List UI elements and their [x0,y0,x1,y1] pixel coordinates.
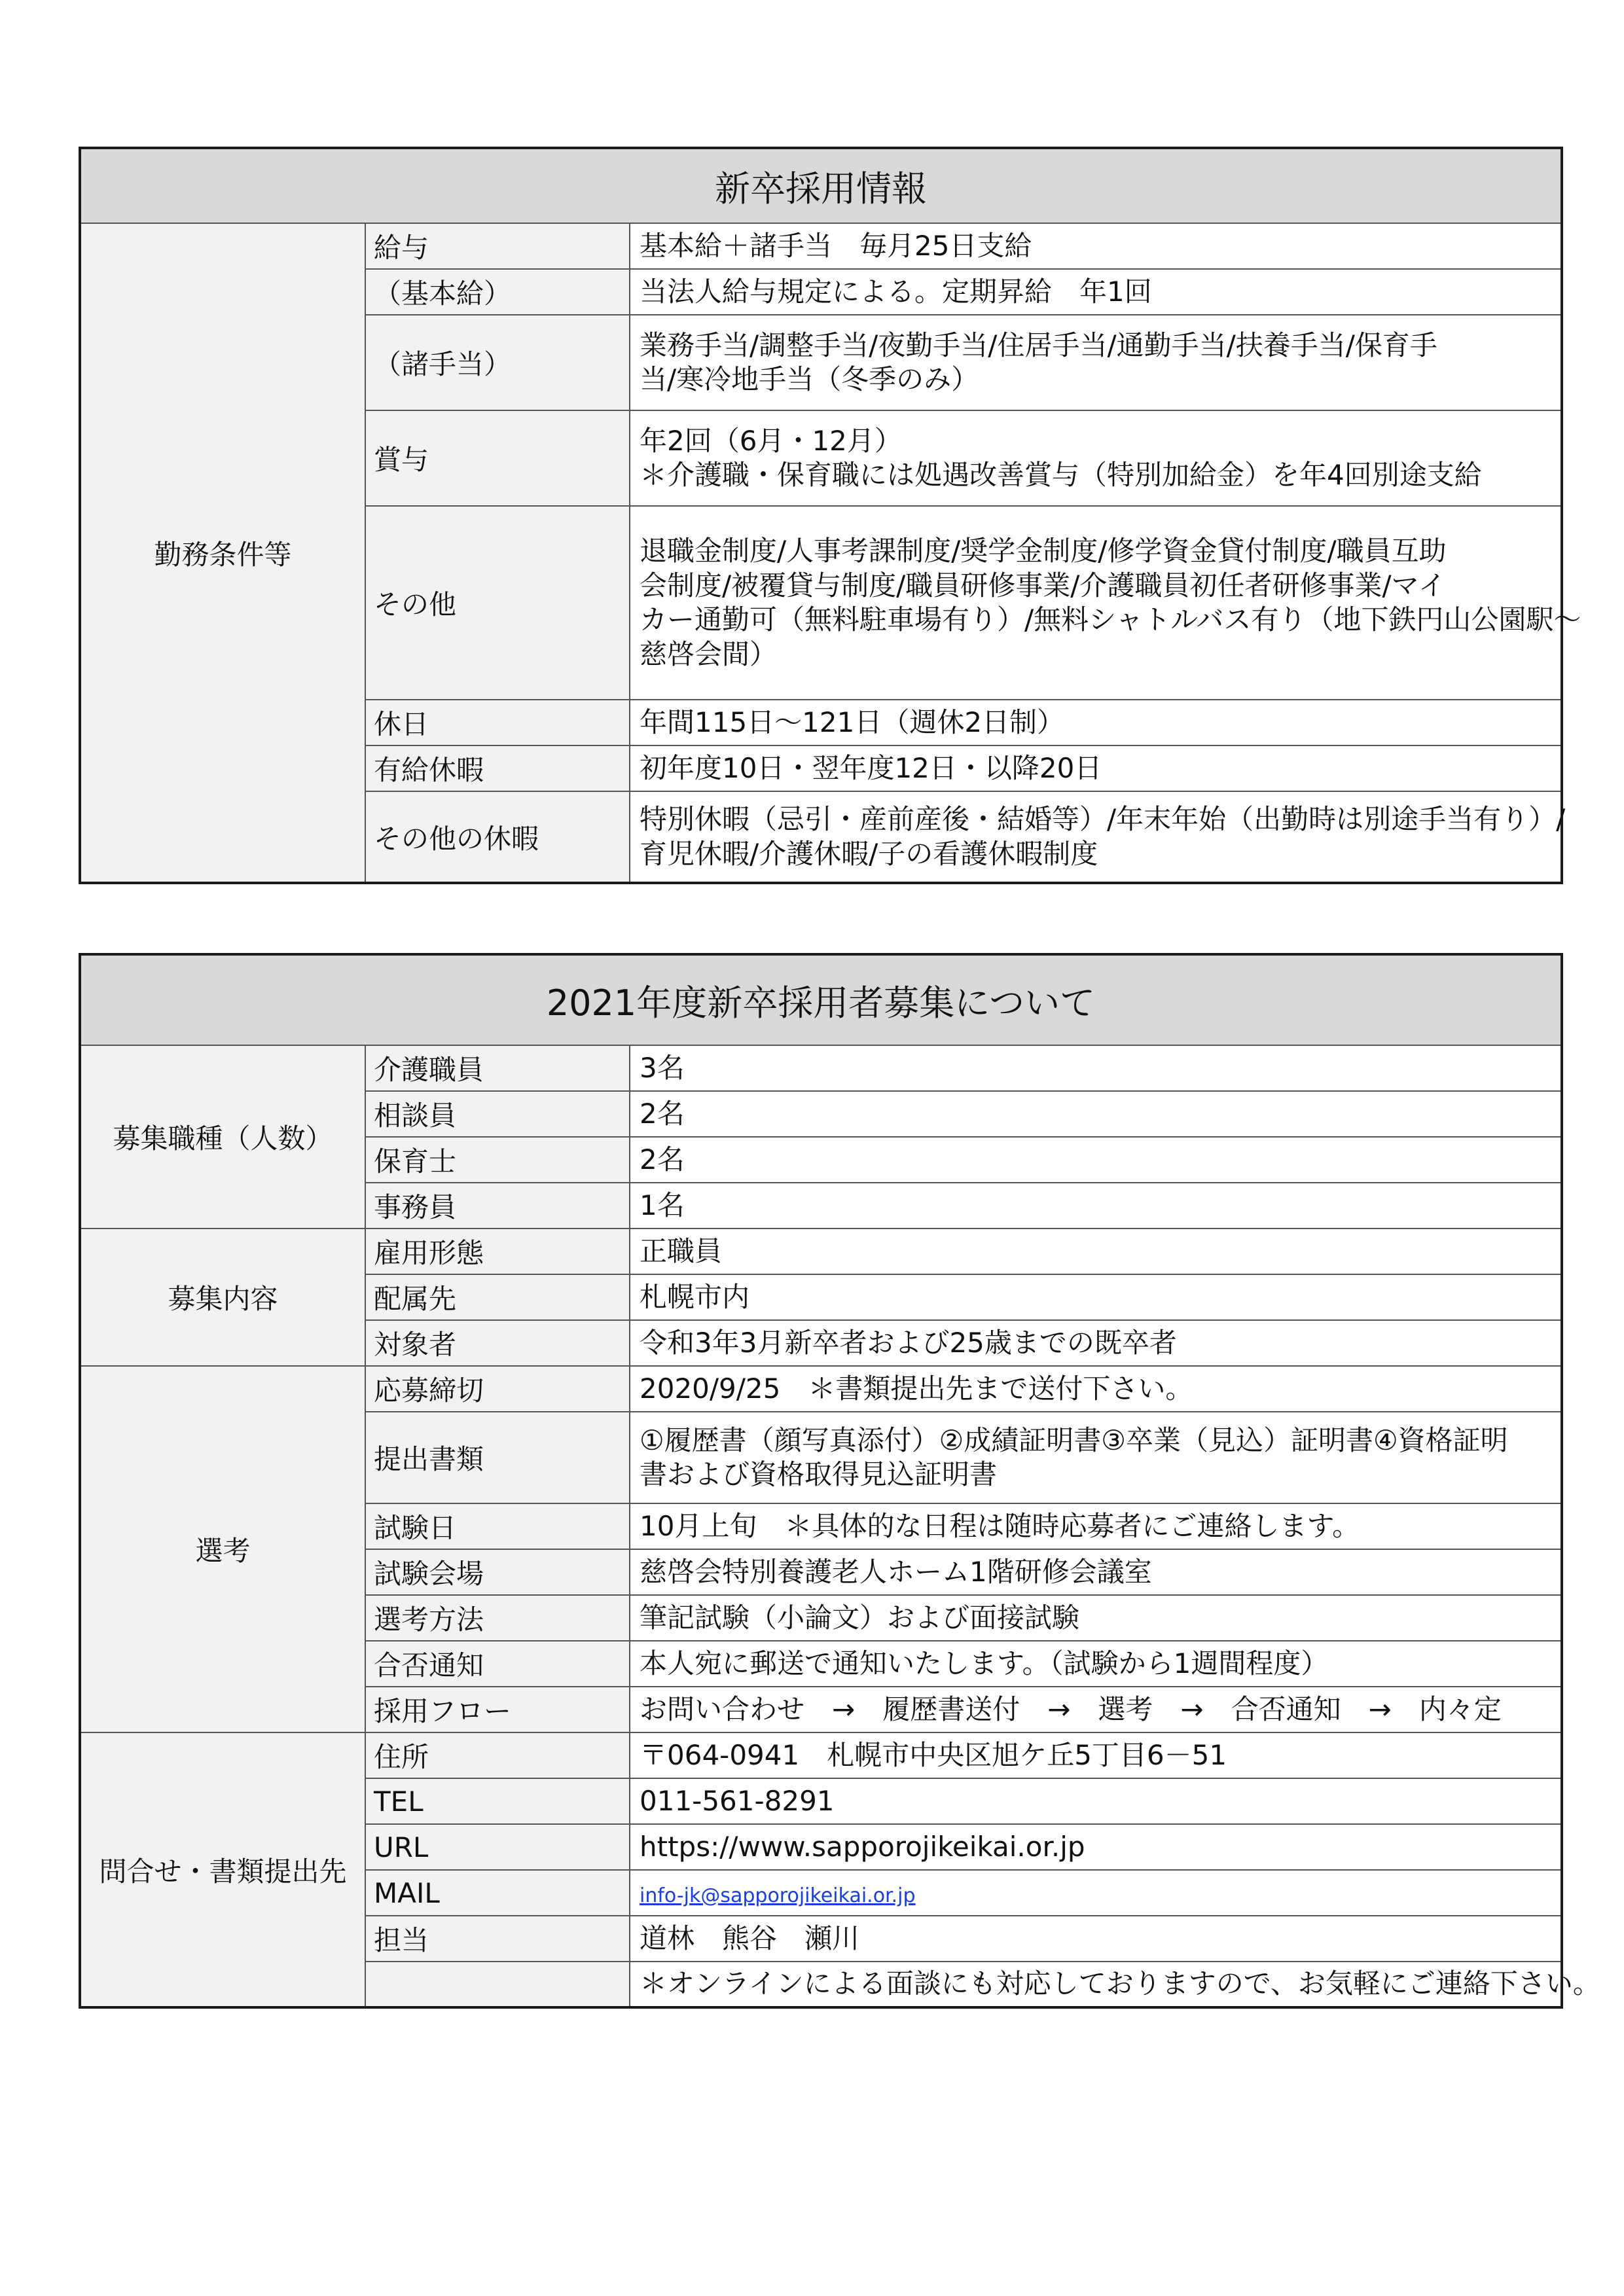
row-label-result-notice: 合否通知 [365,1641,630,1687]
row-label-documents: 提出書類 [365,1412,630,1503]
group-label-contact: 問合せ・書類提出先 [80,1732,365,2007]
row-label-empty [365,1962,630,2007]
row-label-other-leave: その他の休暇 [365,791,630,883]
row-value-holidays: 年間115日〜121日（週休2日制） [630,700,1562,745]
row-value-assignment: 札幌市内 [630,1274,1562,1320]
row-value-address: 〒064-0941 札幌市中央区旭ケ丘5丁目6－51 [630,1732,1562,1778]
row-label-counselor: 相談員 [365,1091,630,1137]
row-value-deadline: 2020/9/25 ＊書類提出先まで送付下さい。 [630,1366,1562,1412]
table-row [80,1732,1562,1778]
row-value-allowances: 業務手当/調整手当/夜勤手当/住居手当/通勤手当/扶養手当/保育手 当/寒冷地手当（冬季のみ） [630,315,1562,410]
row-label-selection-method: 選考方法 [365,1595,630,1641]
recruit-info-table [79,147,1581,884]
table-row [80,1229,1562,1274]
row-label-childcare: 保育士 [365,1137,630,1183]
row-label-salary: 給与 [365,223,630,269]
row-value-base-pay: 当法人給与規定による。定期昇給 年1回 [630,269,1562,315]
row-value-childcare: 2名 [630,1137,1562,1183]
row-label-exam-venue: 試験会場 [365,1549,630,1595]
recruitment-2021-title: 2021年度新卒採用者募集について [80,954,1562,1045]
row-label-hiring-flow: 採用フロー [365,1687,630,1732]
group-label-details: 募集内容 [80,1229,365,1366]
table-row [80,223,1562,269]
recruit-info-title: 新卒採用情報 [80,148,1562,223]
row-value-result-notice: 本人宛に郵送で通知いたします。（試験から1週間程度） [630,1641,1562,1687]
row-label-assignment: 配属先 [365,1274,630,1320]
row-label-exam-date: 試験日 [365,1503,630,1549]
row-value-counselor: 2名 [630,1091,1562,1137]
row-value-tel: 011-561-8291 [630,1778,1562,1824]
row-value-paid-leave: 初年度10日・翌年度12日・以降20日 [630,745,1562,791]
row-label-contact-person: 担当 [365,1916,630,1962]
row-value-other-leave: 特別休暇（忌引・産前産後・結婚等）/年末年始（出勤時は別途手当有り）/ 育児休暇/介護休暇/子の看護休暇制度 [630,791,1562,883]
mail-link[interactable]: info-jk@sapporojikeikai.or.jp [640,1884,916,1907]
row-value-eligibility: 令和3年3月新卒者および25歳までの既卒者 [630,1320,1562,1366]
row-value-office-staff: 1名 [630,1183,1562,1229]
row-value-care-staff: 3名 [630,1045,1562,1091]
row-label-tel: TEL [365,1778,630,1824]
row-value-mail [630,1870,1562,1916]
row-value-contact-person: 道林 熊谷 瀬川 [630,1916,1562,1962]
row-label-address: 住所 [365,1732,630,1778]
row-value-salary: 基本給＋諸手当 毎月25日支給 [630,223,1562,269]
row-label-url: URL [365,1824,630,1870]
row-label-mail: MAIL [365,1870,630,1916]
row-label-office-staff: 事務員 [365,1183,630,1229]
row-label-allowances: （諸手当） [365,315,630,410]
row-label-holidays: 休日 [365,700,630,745]
row-value-employment-type: 正職員 [630,1229,1562,1274]
row-value-documents: ①履歴書（顔写真添付）②成績証明書③卒業（見込）証明書④資格証明 書および資格取得見込証明書 [630,1412,1562,1503]
row-value-url: https://www.sapporojikeikai.or.jp [630,1824,1562,1870]
row-value-bonus: 年2回（6月・12月） ＊介護職・保育職には処遇改善賞与（特別加給金）を年4回別途支給 [630,410,1562,506]
table-row [80,1045,1562,1091]
row-label-bonus: 賞与 [365,410,630,506]
row-label-other: その他 [365,506,630,700]
row-value-exam-date: 10月上旬 ＊具体的な日程は随時応募者にご連絡します。 [630,1503,1562,1549]
recruitment-2021-table [79,953,1600,2009]
row-value-selection-method: 筆記試験（小論文）および面接試験 [630,1595,1562,1641]
group-label-positions: 募集職種（人数） [80,1045,365,1229]
row-label-eligibility: 対象者 [365,1320,630,1366]
group-label-selection: 選考 [80,1366,365,1732]
row-value-hiring-flow: お問い合わせ → 履歴書送付 → 選考 → 合否通知 → 内々定 [630,1687,1562,1732]
row-value-exam-venue: 慈啓会特別養護老人ホーム1階研修会議室 [630,1549,1562,1595]
row-value-other: 退職金制度/人事考課制度/奨学金制度/修学資金貸付制度/職員互助 会制度/被覆貸与制度/職員研修事業/介護職員初任者研修事業/マイ カー通勤可（無料駐車場有り）/無料シャトルバス有り（地下鉄円山公園駅〜 慈啓会間） [630,506,1562,700]
row-label-employment-type: 雇用形態 [365,1229,630,1274]
row-label-deadline: 応募締切 [365,1366,630,1412]
group-label-working-conditions: 勤務条件等 [80,223,365,883]
row-label-care-staff: 介護職員 [365,1045,630,1091]
table-row [80,1366,1562,1412]
row-label-paid-leave: 有給休暇 [365,745,630,791]
row-label-base-pay: （基本給） [365,269,630,315]
row-value-online-note: ＊オンラインによる面談にも対応しておりますので、お気軽にご連絡下さい。 [630,1962,1562,2007]
